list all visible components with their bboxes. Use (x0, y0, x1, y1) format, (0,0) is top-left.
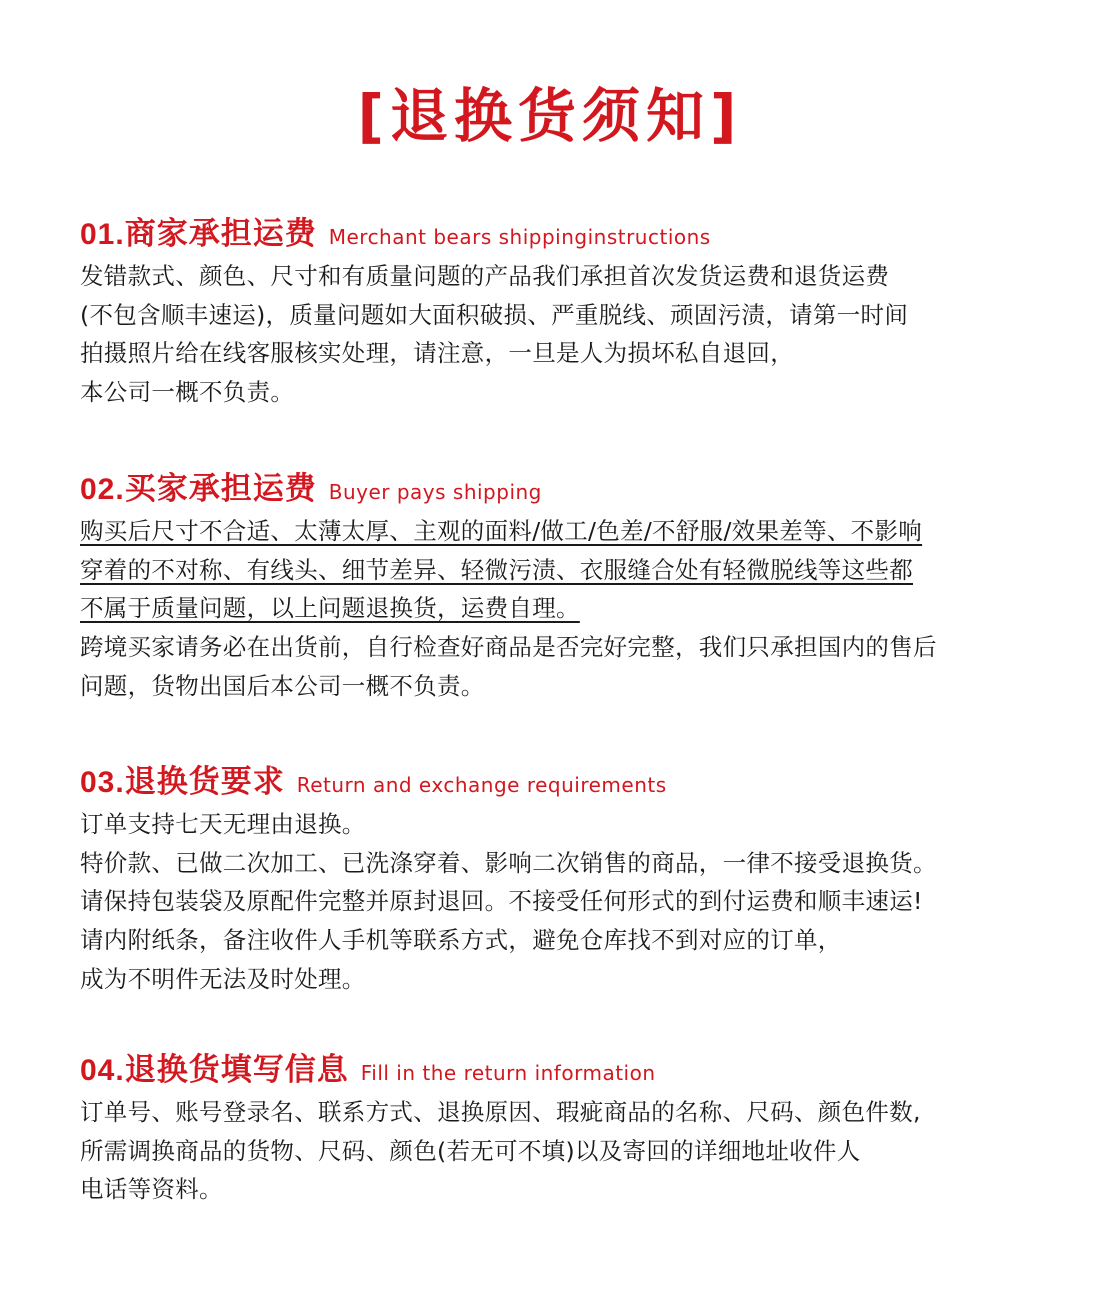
underlined-text: 购买后尺寸不合适、太薄太厚、主观的面料/做工/色差/不舒服/效果差等、不影响 (80, 517, 923, 545)
body-line: 请内附纸条，备注收件人手机等联系方式，避免仓库找不到对应的订单， (80, 926, 842, 955)
section-merchant-bears-shipping (80, 208, 1040, 412)
body-line: 电话等资料。 (80, 1175, 223, 1204)
body-line: 所需调换商品的货物、尺码、颜色(若无可不填)以及寄回的详细地址收件人 (80, 1136, 861, 1165)
section-subtitle-en: Return and exchange requirements (296, 773, 667, 797)
section-body (80, 1093, 1040, 1209)
section-body (80, 512, 1040, 705)
section-body (80, 805, 1040, 998)
body-line (80, 589, 1040, 628)
section-subtitle-en: Merchant bears shippinginstructions (328, 225, 711, 249)
section-heading (80, 756, 1040, 804)
section-heading (80, 208, 1040, 256)
body-line (80, 551, 1040, 590)
section-heading (80, 1044, 1040, 1092)
section-number: 03. (80, 766, 125, 799)
section-buyer-pays-shipping (80, 463, 1040, 705)
section-body (80, 257, 1040, 412)
section-number: 02. (80, 473, 125, 506)
underlined-text: 不属于质量问题，以上问题退换货，运费自理。 (80, 594, 580, 623)
body-line: 问题，货物出国后本公司一概不负责。 (80, 671, 485, 700)
section-return-requirements (80, 756, 1040, 998)
section-heading (80, 463, 1040, 511)
body-line (80, 512, 1040, 551)
body-line: 本公司一概不负责。 (80, 378, 295, 407)
underlined-text: 穿着的不对称、有线头、细节差异、轻微污渍、衣服缝合处有轻微脱线等这些都 (80, 555, 913, 584)
section-return-information (80, 1044, 1040, 1209)
section-number: 01. (80, 218, 125, 251)
body-line: 发错款式、颜色、尺寸和有质量问题的产品我们承担首次发货运费和退货运费 (80, 262, 890, 290)
section-title: 商家承担运费 (124, 216, 317, 252)
section-subtitle-en: Buyer pays shipping (328, 480, 542, 504)
body-line: 订单支持七天无理由退换。 (80, 810, 366, 838)
section-subtitle-en: Fill in the return information (360, 1061, 656, 1085)
body-line: 拍摄照片给在线客服核实处理，请注意，一旦是人为损坏私自退回， (80, 339, 794, 368)
section-title: 退换货填写信息 (124, 1052, 349, 1088)
body-line: (不包含顺丰速运)，质量问题如大面积破损、严重脱线、顽固污渍，请第一时间 (80, 300, 909, 329)
section-title: 退换货要求 (124, 764, 285, 800)
body-line: 请保持包装袋及原配件完整并原封退回。不接受任何形式的到付运费和顺丰速运! (80, 887, 923, 916)
body-line: 订单号、账号登录名、联系方式、退换原因、瑕疵商品的名称、尺码、颜色件数, (80, 1098, 921, 1126)
page-title: [退换货须知] (357, 82, 743, 150)
section-number: 04. (80, 1054, 125, 1087)
body-line: 特价款、已做二次加工、已洗涤穿着、影响二次销售的商品，一律不接受退换货。 (80, 848, 937, 877)
section-title: 买家承担运费 (124, 471, 317, 507)
body-line: 跨境买家请务必在出货前，自行检查好商品是否完好完整，我们只承担国内的售后 (80, 633, 937, 662)
body-line: 成为不明件无法及时处理。 (80, 964, 366, 993)
